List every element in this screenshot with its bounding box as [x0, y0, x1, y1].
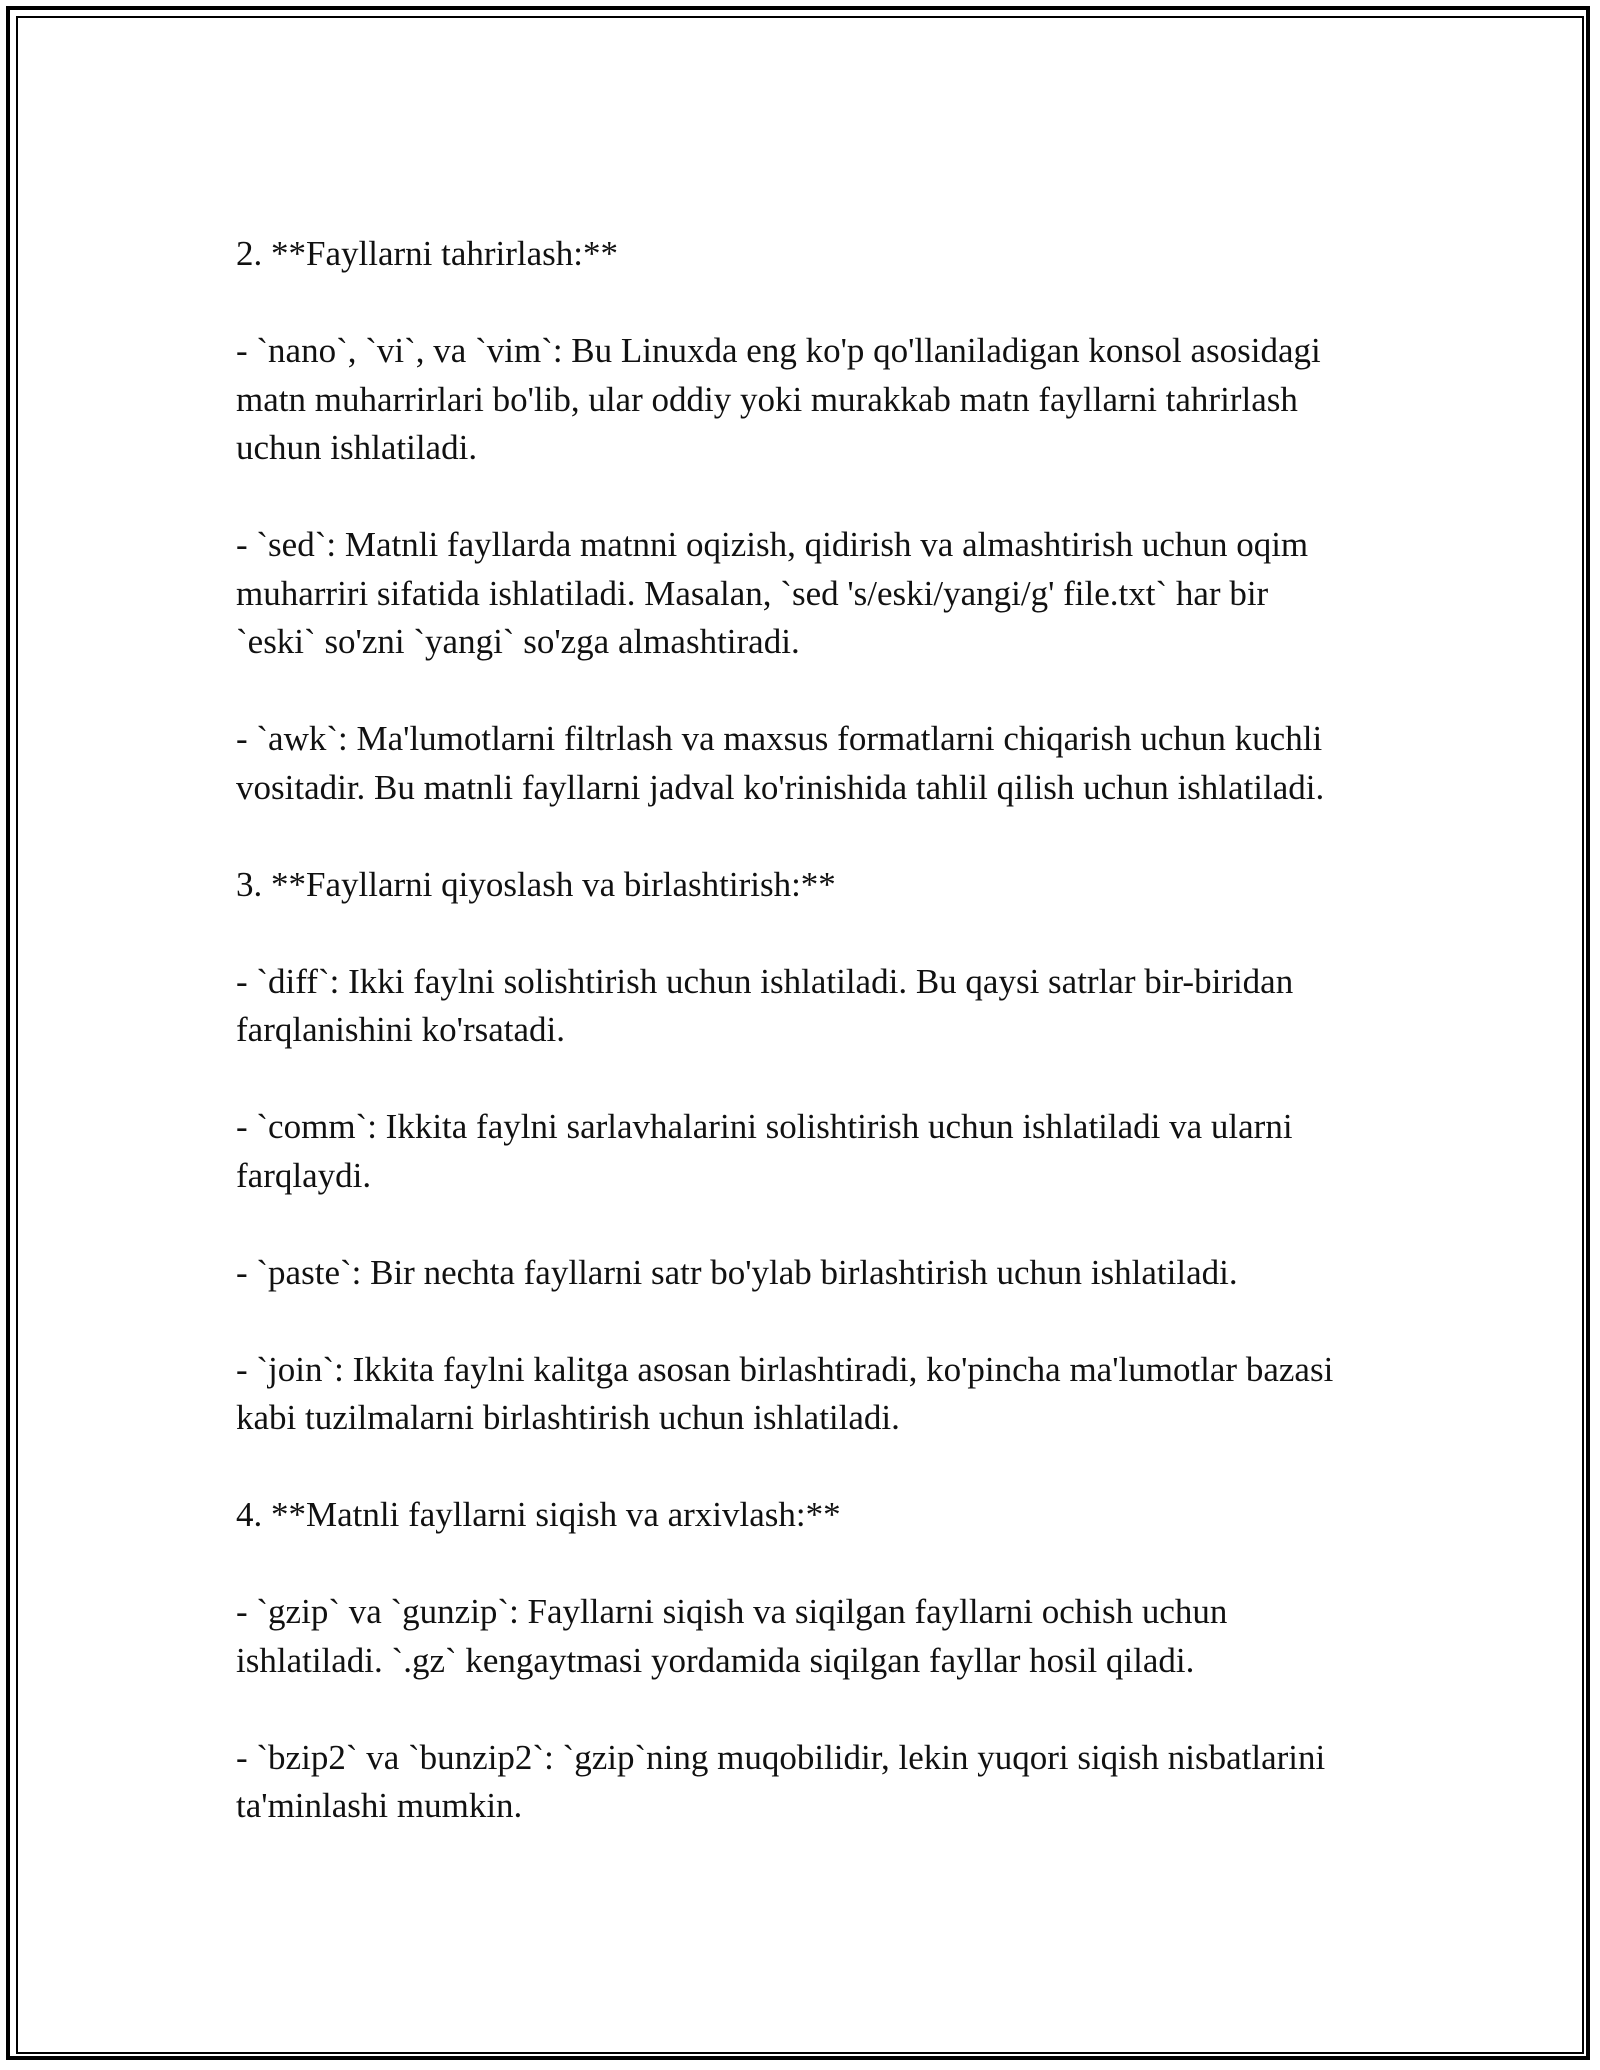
section-heading-editing: 2. **Fayllarni tahrirlash:**	[236, 234, 619, 273]
list-item-paste: - `paste`: Bir nechta fayllarni satr bo'ylab birlashtirish uchun ishlatiladi.	[236, 1252, 1238, 1292]
list-item-gzip-gunzip: - `gzip` va `gunzip`: Fayllarni siqish va siqilgan fayllarni ochish uchun ishlatiladi. `.gz` kengaytmasi yordamida siqilgan fayllar hosil qiladi.	[236, 1592, 1228, 1680]
list-item-awk: - `awk`: Ma'lumotlarni filtrlash va maxsus formatlarni chiqarish uchun kuchli vositadir. Bu matnli fayllarni jadval ko'rinishida tahlil qilish uchun ishlatiladi.	[236, 719, 1325, 807]
list-item-sed: - `sed`: Matnli fayllarda matnni oqizish, qidirish va almashtirish uchun oqim muharriri sifatida ishlatiladi. Masalan, `sed 's/eski/yangi/g' file.txt` har bir `eski` so'zni `yangi` so'zga almashtiradi.	[236, 525, 1309, 661]
list-item-join: - `join`: Ikkita faylni kalitga asosan birlashtiradi, ko'pincha ma'lumotlar bazasi kabi tuzilmalarni birlashtirish uchun ishlatiladi.	[236, 1349, 1334, 1437]
list-item-bzip2-bunzip2: - `bzip2` va `bunzip2`: `gzip`ning muqobilidir, lekin yuqori siqish nisbatlarini ta'minlashi mumkin.	[236, 1737, 1326, 1825]
section-heading-compare-merge: 3. **Fayllarni qiyoslash va birlashtirish:**	[236, 864, 836, 904]
list-item-diff: - `diff`: Ikki faylni solishtirish uchun ishlatiladi. Bu qaysi satrlar bir-biridan farqlanishini ko'rsatadi.	[236, 961, 1294, 1049]
document-body	[236, 230, 1356, 1831]
list-item-nano-vi-vim: - `nano`, `vi`, va `vim`: Bu Linuxda eng ko'p qo'llaniladigan konsol asosidagi matn muharrirlari bo'lib, ular oddiy yoki murakkab matn fayllarni tahrirlash uchun ishlatiladi.	[236, 331, 1321, 467]
section-heading-compress-archive: 4. **Matnli fayllarni siqish va arxivlash:**	[236, 1495, 841, 1534]
list-item-comm: - `comm`: Ikkita faylni sarlavhalarini solishtirish uchun ishlatiladi va ularni farqlaydi.	[236, 1107, 1293, 1195]
